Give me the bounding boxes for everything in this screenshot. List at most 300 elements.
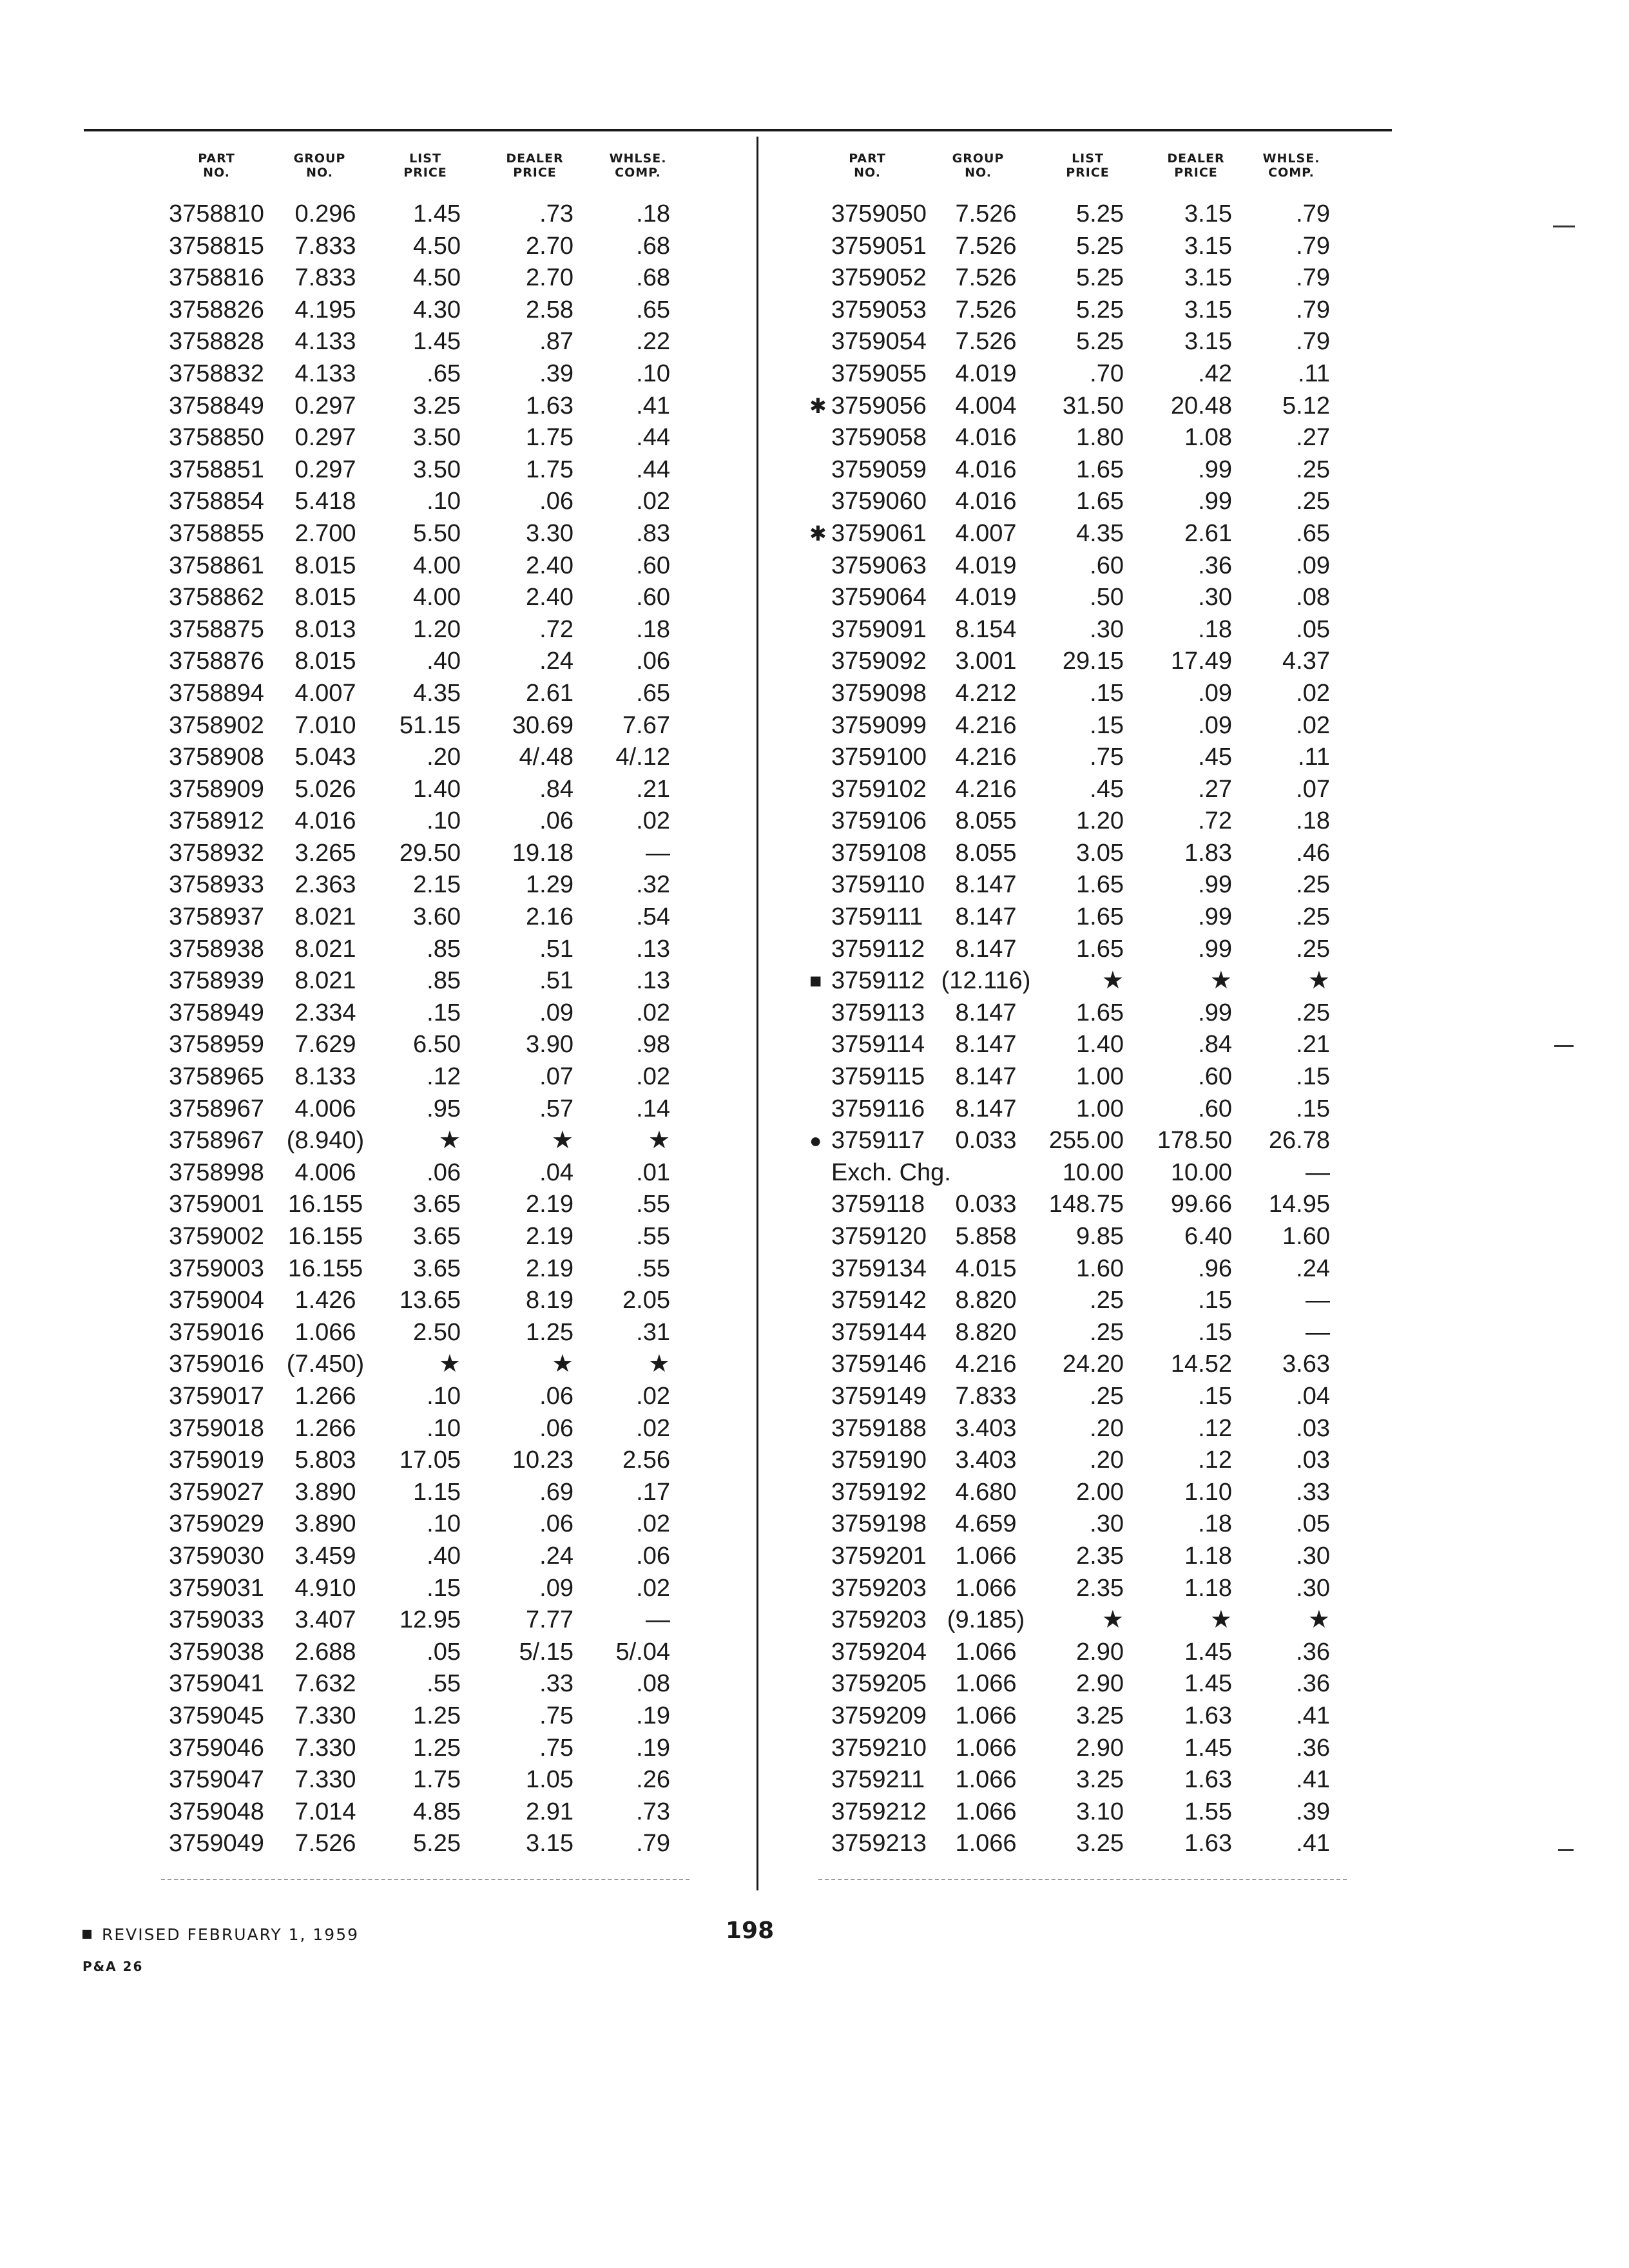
table-row [0,1029,1547,1061]
list-price-cell: 24.20 [1062,1350,1124,1378]
part-no-cell: 3758855 [169,519,264,547]
list-price-cell: 2.00 [1076,1478,1124,1506]
part-no-cell: 3759204 [831,1638,927,1666]
group-no-cell: 1.266 [294,1382,356,1410]
header-dealer-price: DEALER PRICE [506,151,564,180]
table-row [0,901,1547,934]
list-price-cell: 1.25 [413,1734,461,1762]
whlse-comp-cell: .25 [1296,488,1330,515]
table-row [0,454,1547,486]
whlse-comp-cell: .41 [636,392,670,419]
list-price-cell: 3.25 [1076,1830,1124,1858]
list-price-cell: 1.65 [1076,456,1124,483]
part-no-cell: 3759027 [169,1478,264,1506]
list-price-cell: 9.85 [1076,1223,1124,1250]
right-bottom-rule [818,1879,1347,1880]
dealer-price-cell: .51 [539,935,574,963]
part-no-cell: 3759002 [169,1223,264,1250]
whlse-comp-cell: .44 [636,456,670,483]
whlse-comp-cell: .25 [1296,935,1330,963]
whlse-comp-cell: 2.05 [622,1287,670,1314]
part-no-cell: 3759149 [831,1382,927,1410]
list-price-cell: 3.65 [413,1191,461,1218]
list-price-cell: 6.50 [413,1031,461,1059]
whlse-comp-cell: .19 [636,1702,670,1729]
part-no-cell: 3759210 [831,1734,927,1762]
group-no-cell: 1.426 [294,1287,356,1314]
part-no-cell: 3758894 [169,679,264,707]
whlse-comp-cell: .03 [1296,1414,1330,1442]
table-row [0,1189,1547,1221]
part-no-cell: 3759190 [831,1446,927,1474]
group-no-cell: 8.147 [955,1095,1017,1122]
dealer-price-cell: 1.18 [1184,1574,1232,1602]
dealer-price-cell: 10.00 [1170,1158,1232,1186]
list-price-cell: .06 [427,1158,461,1186]
part-no-cell: 3759113 [831,999,925,1026]
table-row [0,550,1547,582]
row-marker-icon: ✱ [809,521,827,545]
table-row [0,422,1547,454]
part-no-cell: 3758850 [169,424,264,452]
dealer-price-cell: 178.50 [1157,1127,1232,1155]
header-part-no: PART NO. [849,151,886,180]
group-no-cell: 1.066 [955,1702,1017,1729]
part-no-cell: 3759018 [169,1414,264,1442]
dealer-price-cell: 14.52 [1170,1350,1232,1378]
dealer-price-cell: .75 [539,1734,574,1762]
list-price-cell: .20 [427,744,461,771]
whlse-comp-cell: .30 [1296,1574,1330,1602]
part-no-cell: Exch. Chg. [831,1158,951,1186]
group-no-cell: 4.019 [955,552,1017,579]
group-no-cell: 5.026 [294,775,356,803]
part-no-cell: 3759033 [169,1606,264,1634]
whlse-comp-cell: .79 [1296,264,1330,292]
part-no-cell: 3759052 [831,264,927,292]
list-price-cell: .15 [427,999,461,1026]
whlse-comp-cell: .06 [636,1542,670,1570]
part-no-cell: 3758937 [169,903,264,931]
whlse-comp-cell: .65 [636,679,670,707]
group-no-cell: 0.297 [294,424,356,452]
list-price-cell: 5.25 [1076,200,1124,227]
dealer-price-cell: 8.19 [526,1287,574,1314]
whlse-comp-cell: .21 [1296,1031,1330,1059]
whlse-comp-cell: .79 [636,1830,670,1858]
group-no-cell: 8.147 [955,871,1017,899]
list-price-cell: .20 [1090,1414,1124,1442]
dealer-price-cell: .60 [1198,1095,1232,1122]
group-no-cell: 1.066 [955,1798,1017,1825]
part-no-cell: 3759205 [831,1670,927,1698]
dealer-price-cell: .45 [1198,744,1232,771]
dealer-price-cell: .99 [1198,456,1232,483]
list-price-cell: 1.65 [1076,903,1124,931]
dealer-price-cell: .57 [539,1095,574,1122]
part-no-cell: 3759003 [169,1254,264,1282]
group-no-cell: 4.006 [294,1095,356,1122]
group-no-cell: 8.820 [955,1287,1017,1314]
table-row [0,1637,1547,1669]
whlse-comp-cell: .31 [636,1318,670,1346]
table-row [0,805,1547,838]
list-price-cell: 1.45 [413,328,461,356]
list-price-cell: .10 [427,1414,461,1442]
whlse-comp-cell: .25 [1296,871,1330,899]
catalog-code: P&A 26 [82,1959,144,1974]
part-no-cell: 3759061 [831,519,927,547]
list-price-cell: .05 [427,1638,461,1666]
right-rows [0,198,1547,1860]
dealer-price-cell: 30.69 [512,711,574,739]
group-no-cell: (7.450) [286,1350,365,1378]
list-price-cell: 2.90 [1076,1734,1124,1762]
part-no-cell: 3759201 [831,1542,927,1570]
group-no-cell: 8.055 [955,807,1017,835]
part-no-cell: 3759203 [831,1606,927,1634]
table-row [0,294,1547,327]
list-price-cell: .55 [427,1670,461,1698]
dealer-price-cell: 1.75 [526,424,574,452]
list-price-cell: 1.25 [413,1702,461,1729]
list-price-cell: 3.65 [413,1223,461,1250]
dealer-price-cell: .69 [539,1478,574,1506]
whlse-comp-cell: 5.12 [1282,392,1330,419]
dealer-price-cell: 3.15 [1184,296,1232,323]
dealer-price-cell: 1.63 [1184,1702,1232,1729]
part-no-cell: 3759102 [831,775,927,803]
part-no-cell: 3759091 [831,615,927,643]
whlse-comp-cell: .02 [636,1510,670,1538]
whlse-comp-cell: ★ [648,1350,670,1378]
whlse-comp-cell: .39 [1296,1798,1330,1825]
part-no-cell: 3759198 [831,1510,927,1538]
list-price-cell: .10 [427,1510,461,1538]
group-no-cell: 7.330 [294,1702,356,1729]
group-no-cell: 8.154 [955,615,1017,643]
table-row [0,1733,1547,1765]
group-no-cell: 4.019 [955,584,1017,611]
table-row [0,1828,1547,1860]
part-no-cell: 3758932 [169,839,264,867]
group-no-cell: 7.526 [955,296,1017,323]
list-price-cell: 4.50 [413,264,461,292]
whlse-comp-cell: .02 [636,1574,670,1602]
whlse-comp-cell: .41 [1296,1702,1330,1729]
list-price-cell: 2.90 [1076,1638,1124,1666]
group-no-cell: 4.216 [955,711,1017,739]
dealer-price-cell: .96 [1198,1254,1232,1282]
list-price-cell: .25 [1090,1382,1124,1410]
whlse-comp-cell: .60 [636,584,670,611]
whlse-comp-cell: .36 [1296,1638,1330,1666]
part-no-cell: 3758875 [169,615,264,643]
whlse-comp-cell: — [1306,1318,1330,1346]
part-no-cell: 3758876 [169,648,264,675]
group-no-cell: 4.216 [955,744,1017,771]
group-no-cell: 0.033 [955,1127,1017,1155]
group-no-cell: 8.147 [955,999,1017,1026]
part-no-cell: 3758851 [169,456,264,483]
dealer-price-cell: .60 [1198,1063,1232,1091]
list-price-cell: 1.40 [413,775,461,803]
whlse-comp-cell: .55 [636,1254,670,1282]
dealer-price-cell: 2.91 [526,1798,574,1825]
table-row [0,678,1547,710]
dealer-price-cell: .15 [1198,1287,1232,1314]
list-price-cell: .95 [427,1095,461,1122]
list-price-cell: 13.65 [399,1287,461,1314]
group-no-cell: 3.265 [294,839,356,867]
part-no-cell: 3759142 [831,1287,927,1314]
dealer-price-cell: 1.29 [526,871,574,899]
dealer-price-cell: 1.08 [1184,424,1232,452]
list-price-cell: 2.15 [413,871,461,899]
group-no-cell: 4.195 [294,296,356,323]
dealer-price-cell: 1.63 [526,392,574,419]
left-bottom-rule [161,1879,689,1880]
whlse-comp-cell: ★ [1307,967,1330,995]
table-row [0,1381,1547,1413]
group-no-cell: 7.833 [294,232,356,260]
whlse-comp-cell: .25 [1296,456,1330,483]
part-no-cell: 3759115 [831,1063,925,1091]
part-no-cell: 3758938 [169,935,264,963]
list-price-cell: 1.65 [1076,488,1124,515]
part-no-cell: 3759064 [831,584,927,611]
dealer-price-cell: .09 [539,1574,574,1602]
group-no-cell: 4.216 [955,775,1017,803]
list-price-cell: .20 [1090,1446,1124,1474]
whlse-comp-cell: .02 [636,488,670,515]
list-price-cell: .15 [1090,679,1124,707]
table-row [0,774,1547,806]
dealer-price-cell: .99 [1198,488,1232,515]
part-no-cell: 3759004 [169,1287,264,1314]
part-no-cell: 3759098 [831,679,927,707]
dealer-price-cell: 19.18 [512,839,574,867]
part-no-cell: 3759209 [831,1702,927,1729]
group-no-cell: 1.066 [955,1830,1017,1858]
whlse-comp-cell: .55 [636,1223,670,1250]
part-no-cell: 3759188 [831,1414,927,1442]
group-no-cell: 1.066 [955,1734,1017,1762]
part-no-cell: 3758854 [169,488,264,515]
group-no-cell: 4.015 [955,1254,1017,1282]
group-no-cell: 7.010 [294,711,356,739]
group-no-cell: 0.297 [294,456,356,483]
dealer-price-cell: 2.61 [1184,519,1232,547]
dealer-price-cell: .84 [539,775,574,803]
table-row [0,1508,1547,1541]
table-row [0,1093,1547,1126]
group-no-cell: 16.155 [287,1254,363,1282]
part-no-cell: 3758965 [169,1063,264,1091]
revised-note [82,1925,359,1944]
part-no-cell: 3758826 [169,296,264,323]
dealer-price-cell: 4/.48 [519,744,574,771]
dealer-price-cell: 10.23 [512,1446,574,1474]
part-no-cell: 3759116 [831,1095,925,1122]
table-row [0,1253,1547,1285]
list-price-cell: 51.15 [399,711,461,739]
table-row [0,997,1547,1030]
group-no-cell: 8.055 [955,839,1017,867]
dealer-price-cell: 1.45 [1184,1670,1232,1698]
dealer-price-cell: .09 [1198,679,1232,707]
list-price-cell: 3.05 [1076,839,1124,867]
group-no-cell: 8.021 [294,903,356,931]
list-price-cell: 148.75 [1048,1191,1124,1218]
whlse-comp-cell: .01 [636,1158,670,1186]
header-part-no: PART NO. [198,151,235,180]
whlse-comp-cell: .18 [636,200,670,227]
group-no-cell: 8.021 [294,935,356,963]
part-no-cell: 3759110 [831,871,925,899]
part-no-cell: 3759055 [831,360,927,387]
list-price-cell: 1.75 [413,1766,461,1794]
dealer-price-cell: 99.66 [1170,1191,1232,1218]
dealer-price-cell: .99 [1198,935,1232,963]
list-price-cell: 5.25 [1076,264,1124,292]
dealer-price-cell: .04 [539,1158,574,1186]
header-whlse-comp: WHLSE. COMP. [1262,151,1320,180]
dealer-price-cell: 2.19 [526,1223,574,1250]
whlse-comp-cell: .11 [1297,360,1330,387]
list-price-cell: .10 [427,1382,461,1410]
group-no-cell: 5.858 [955,1223,1017,1250]
margin-tick [1553,226,1575,227]
dealer-price-cell: 3.15 [1184,232,1232,260]
part-no-cell: 3758849 [169,392,264,419]
list-price-cell: .30 [1090,1510,1124,1538]
dealer-price-cell: .07 [539,1063,574,1091]
page-number: 198 [726,1917,775,1944]
dealer-price-cell: .09 [1198,711,1232,739]
group-no-cell: 5.043 [294,744,356,771]
whlse-comp-cell: .25 [1296,999,1330,1026]
table-row [0,1413,1547,1445]
dealer-price-cell: .36 [1198,552,1232,579]
table-row [0,1221,1547,1253]
dealer-price-cell: 2.61 [526,679,574,707]
group-no-cell: 3.001 [955,648,1017,675]
whlse-comp-cell: .17 [636,1478,670,1506]
whlse-comp-cell: .08 [1296,584,1330,611]
list-price-cell: 3.25 [1076,1702,1124,1729]
part-no-cell: 3759016 [169,1318,264,1346]
whlse-comp-cell: .98 [636,1031,670,1059]
dealer-price-cell: 1.18 [1184,1542,1232,1570]
list-price-cell: 4.85 [413,1798,461,1825]
group-no-cell: 1.066 [955,1574,1017,1602]
part-no-cell: 3759117 [831,1127,925,1155]
table-row [0,1604,1547,1637]
whlse-comp-cell: .18 [1296,807,1330,835]
group-no-cell: 2.334 [294,999,356,1026]
whlse-comp-cell: .02 [636,1382,670,1410]
revised-text: REVISED FEBRUARY 1, 1959 [102,1925,360,1944]
list-price-cell: 3.65 [413,1254,461,1282]
group-no-cell: 8.147 [955,1031,1017,1059]
dealer-price-cell: 3.15 [1184,264,1232,292]
group-no-cell: 4.133 [294,360,356,387]
list-price-cell: .40 [427,1542,461,1570]
header-group-no: GROUP NO. [293,151,346,180]
whlse-comp-cell: .02 [636,999,670,1026]
whlse-comp-cell: .79 [1296,232,1330,260]
part-no-cell: 3759112 [831,967,925,995]
part-no-cell: 3759048 [169,1798,264,1825]
group-no-cell: 8.021 [294,967,356,995]
whlse-comp-cell: .68 [636,232,670,260]
list-price-cell: 255.00 [1048,1127,1124,1155]
list-price-cell: .25 [1090,1287,1124,1314]
dealer-price-cell: .09 [539,999,574,1026]
group-no-cell: 8.015 [294,648,356,675]
dealer-price-cell: .72 [539,615,574,643]
group-no-cell: 1.066 [955,1670,1017,1698]
list-price-cell: 1.65 [1076,999,1124,1026]
list-price-cell: 1.60 [1076,1254,1124,1282]
part-no-cell: 3759054 [831,328,927,356]
list-price-cell: 2.35 [1076,1542,1124,1570]
group-no-cell: 4.680 [955,1478,1017,1506]
table-row [0,582,1547,614]
group-no-cell: 1.266 [294,1414,356,1442]
part-no-cell: 3758933 [169,871,264,899]
list-price-cell: 5.25 [1076,296,1124,323]
dealer-price-cell: 1.63 [1184,1830,1232,1858]
list-price-cell: 1.80 [1076,424,1124,452]
whlse-comp-cell: .65 [1296,519,1330,547]
dealer-price-cell: 1.75 [526,456,574,483]
row-marker-icon: ● [809,1129,822,1153]
dealer-price-cell: .12 [1198,1414,1232,1442]
part-no-cell: 3758862 [169,584,264,611]
whlse-comp-cell: .19 [636,1734,670,1762]
whlse-comp-cell: .54 [636,903,670,931]
table-row [0,231,1547,263]
whlse-comp-cell: .79 [1296,200,1330,227]
table-row [0,934,1547,966]
dealer-price-cell: .06 [539,488,574,515]
dealer-price-cell: .72 [1198,807,1232,835]
group-no-cell: 7.014 [294,1798,356,1825]
part-no-cell: 3758816 [169,264,264,292]
dealer-price-cell: .27 [1198,775,1232,803]
table-row [0,518,1547,550]
table-row [0,1700,1547,1733]
dealer-price-cell: 5/.15 [519,1638,574,1666]
list-price-cell: 5.25 [1076,328,1124,356]
list-price-cell: 10.00 [1062,1158,1124,1186]
whlse-comp-cell: — [1306,1158,1330,1186]
whlse-comp-cell: .15 [1296,1095,1330,1122]
list-price-cell: 1.45 [413,200,461,227]
header-list-price: LIST PRICE [1066,151,1110,180]
list-price-cell: 3.50 [413,456,461,483]
list-price-cell: .85 [427,935,461,963]
list-price-cell: .25 [1090,1318,1124,1346]
table-row [0,1317,1547,1349]
list-price-cell: .40 [427,648,461,675]
list-price-cell: .60 [1090,552,1124,579]
dealer-price-cell: .15 [1198,1382,1232,1410]
list-price-cell: 5.50 [413,519,461,547]
part-no-cell: 3759192 [831,1478,927,1506]
